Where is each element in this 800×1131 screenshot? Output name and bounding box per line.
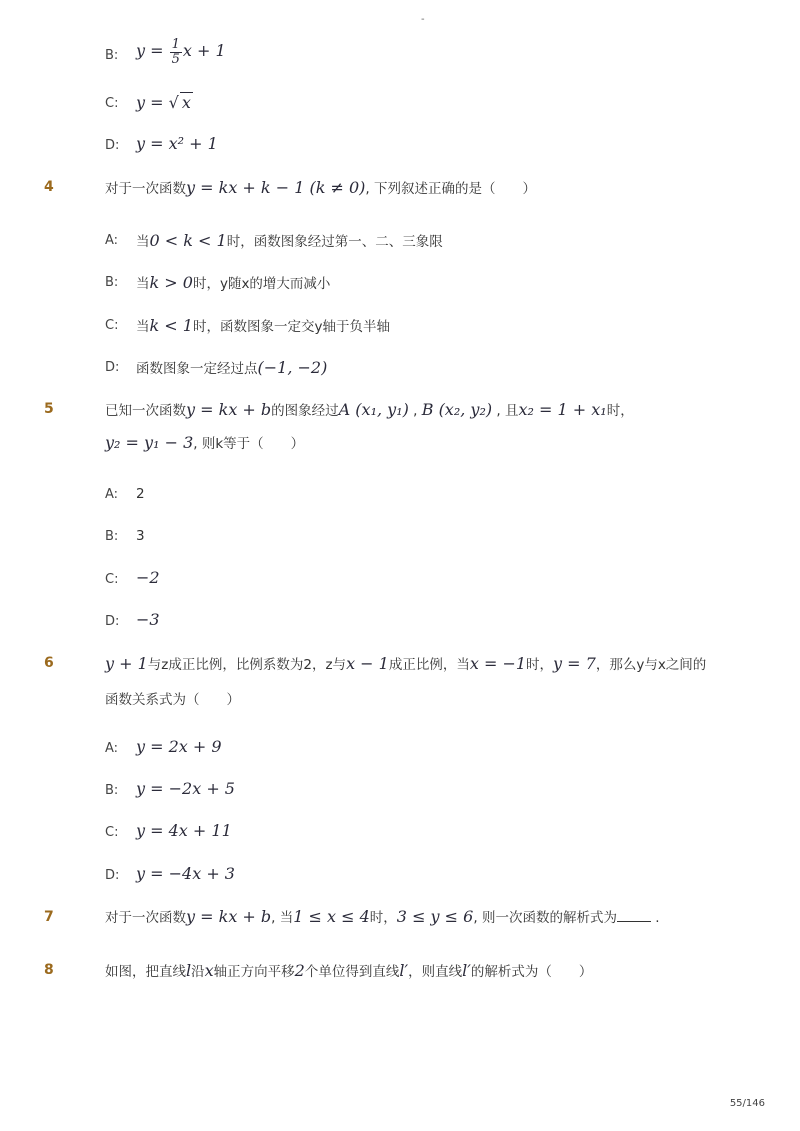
option-c-text: 当k < 1时，函数图象一定交y轴于负半轴 xyxy=(136,316,390,335)
option-b-expression: y = $\frac{1}{5}$ x + 1 xyxy=(136,37,226,67)
option-letter: C: xyxy=(105,318,119,333)
option-letter: A: xyxy=(105,487,119,502)
option-letter: A: xyxy=(105,233,119,248)
option-letter: A: xyxy=(105,741,119,756)
question-6-line-2: 函数关系式为（ ） xyxy=(105,692,240,708)
option-d-value: −3 xyxy=(136,610,160,629)
option-a-value: 2 xyxy=(136,486,145,502)
option-a-value: y = 2x + 9 xyxy=(136,737,222,756)
option-letter: B: xyxy=(105,783,119,798)
option-c-value: −2 xyxy=(136,568,160,587)
page-number: 55/146 xyxy=(729,1098,765,1109)
option-letter: B: xyxy=(105,48,119,63)
question-5-line-2: y₂ = y₁ − 3, 则k等于（ ） xyxy=(105,433,305,452)
fraction: $\frac{1}{5}$ xyxy=(171,37,180,67)
option-b-value: y = −2x + 5 xyxy=(136,779,235,798)
option-letter: D: xyxy=(105,868,120,883)
option-c-value: y = 4x + 11 xyxy=(136,821,232,840)
option-c-expression: y = √ x xyxy=(136,93,191,112)
option-letter: C: xyxy=(105,825,119,840)
question-5-line-1: 已知一次函数y = kx + b的图象经过A (x₁, y₁) , B (x₂, y₂) , 且x₂ = 1 + x₁时， xyxy=(105,400,634,419)
question-number: 6 xyxy=(44,655,54,671)
option-d-expression: y = x² + 1 xyxy=(136,134,218,153)
option-letter: D: xyxy=(105,138,120,153)
option-b-text: 当k > 0时，y随x的增大而减小 xyxy=(136,273,331,292)
option-letter: C: xyxy=(105,572,119,587)
option-letter: C: xyxy=(105,96,119,111)
question-4-text: 对于一次函数y = kx + k − 1 (k ≠ 0), 下列叙述正确的是（ ） xyxy=(105,178,536,197)
option-a-text: 当0 < k < 1时，函数图象经过第一、二、三象限 xyxy=(136,231,443,250)
option-letter: B: xyxy=(105,529,119,544)
option-letter: B: xyxy=(105,275,119,290)
header-mark: - xyxy=(421,14,425,25)
option-d-text: 函数图象一定经过点(−1, −2) xyxy=(136,358,328,377)
question-number: 7 xyxy=(44,909,54,925)
question-number: 4 xyxy=(44,179,54,195)
question-6-line-1: y + 1与z成正比例，比例系数为2，z与x − 1成正比例，当x = −1时，y = 7，那么y与x之间的 xyxy=(105,654,707,673)
option-letter: D: xyxy=(105,360,120,375)
option-b-value: 3 xyxy=(136,528,145,544)
option-letter: D: xyxy=(105,614,120,629)
question-7-text: 对于一次函数y = kx + b, 当1 ≤ x ≤ 4时，3 ≤ y ≤ 6, 则一次函数的解析式为 . xyxy=(105,907,660,926)
sqrt-icon: √ xyxy=(168,93,179,112)
question-number: 8 xyxy=(44,962,54,978)
option-d-value: y = −4x + 3 xyxy=(136,864,235,883)
question-8-text: 如图，把直线l沿x轴正方向平移2个单位得到直线l′，则直线l′的解析式为（ ） xyxy=(105,961,593,980)
answer-blank xyxy=(617,909,651,922)
question-number: 5 xyxy=(44,401,54,417)
